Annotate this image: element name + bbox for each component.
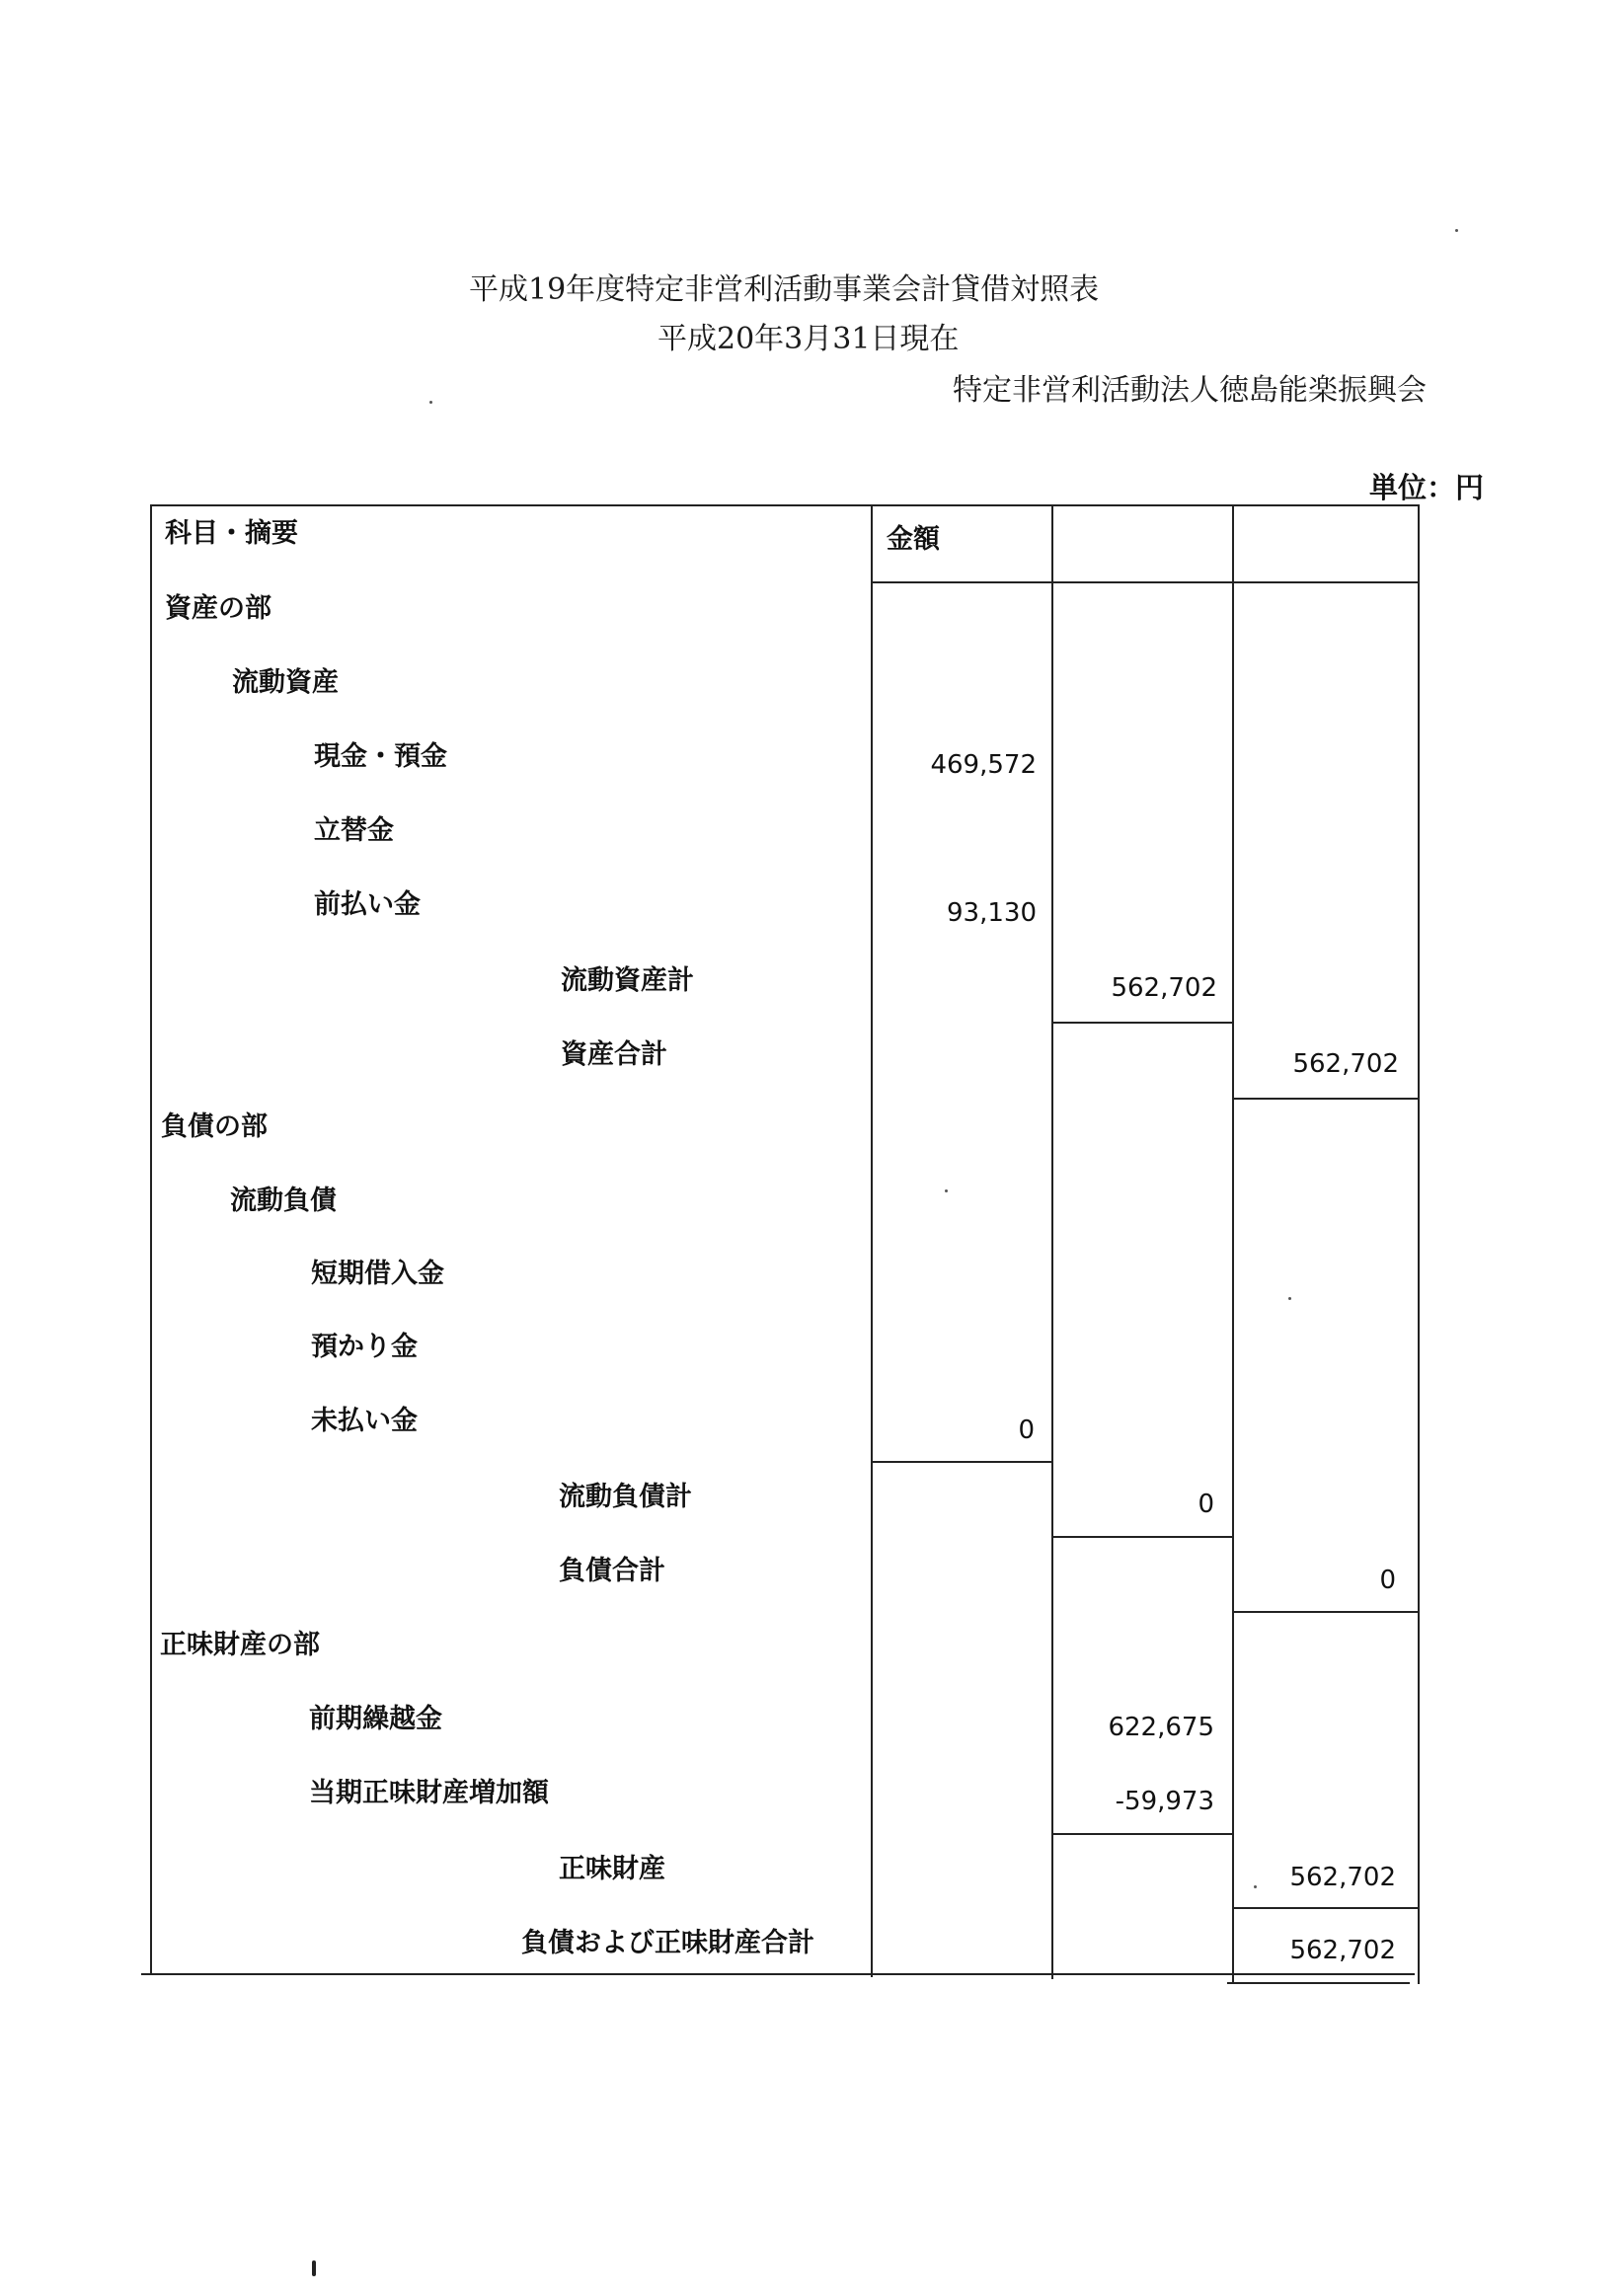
header-bottom-border <box>871 581 1420 583</box>
subtotal-rule <box>1051 1022 1234 1024</box>
row-label: 当期正味財産増加額 <box>309 1778 549 1808</box>
row-amount-c3: 562,702 <box>1289 1863 1396 1892</box>
header-amount: 金額 <box>887 524 940 555</box>
row-label: 正味財産 <box>559 1854 665 1884</box>
row-label: 負債および正味財産合計 <box>521 1928 814 1958</box>
row-amount-c1: 469,572 <box>930 750 1037 780</box>
unit-label: 単位：円 <box>1369 471 1485 504</box>
row-amount-c3: 562,702 <box>1289 1936 1396 1965</box>
row-label: 流動負債計 <box>559 1482 692 1512</box>
row-label: 立替金 <box>314 815 394 846</box>
row-label: 前期繰越金 <box>309 1704 442 1734</box>
subtotal-rule <box>1051 1833 1234 1835</box>
scan-speck <box>429 401 432 404</box>
column-divider <box>1232 504 1234 1984</box>
row-label: 流動資産計 <box>561 965 694 996</box>
document-date: 平成20年3月31日現在 <box>657 322 960 356</box>
subtotal-rule <box>1232 1611 1420 1613</box>
row-amount-c3: 0 <box>1379 1566 1396 1595</box>
column-divider <box>871 504 873 1977</box>
column-divider <box>1418 504 1420 1984</box>
subtotal-rule <box>1232 1907 1420 1909</box>
row-label: 流動負債 <box>230 1186 337 1216</box>
subtotal-rule <box>1051 1536 1234 1538</box>
scan-speck <box>1455 229 1458 232</box>
row-label: 短期借入金 <box>311 1259 444 1289</box>
row-amount-c2: 0 <box>1198 1490 1214 1519</box>
scan-mark <box>312 2260 316 2276</box>
row-label: 資産の部 <box>165 593 271 624</box>
column-divider <box>1051 504 1053 1979</box>
row-label: 流動資産 <box>232 667 339 698</box>
row-label: 前払い金 <box>314 889 421 920</box>
organization-name: 特定非営利活動法人徳島能楽振興会 <box>953 373 1427 408</box>
document-title: 平成19年度特定非営利活動事業会計貸借対照表 <box>469 272 1100 307</box>
total-double-border <box>1227 1982 1410 1984</box>
table-top-border <box>150 504 1420 506</box>
subtotal-rule <box>1232 1098 1420 1100</box>
row-amount-c1: 0 <box>1018 1416 1035 1445</box>
row-amount-c2: -59,973 <box>1115 1787 1214 1816</box>
row-amount-c3: 562,702 <box>1292 1049 1399 1079</box>
scan-speck <box>945 1189 948 1192</box>
row-amount-c2: 622,675 <box>1108 1713 1214 1742</box>
subtotal-rule <box>871 1461 1053 1463</box>
row-label: 負債合計 <box>559 1556 665 1586</box>
row-amount-c1: 93,130 <box>947 898 1037 928</box>
table-left-border <box>150 504 152 1973</box>
table-bottom-border <box>141 1973 1415 1975</box>
scan-speck <box>1288 1297 1291 1300</box>
row-label: 預かり金 <box>311 1332 418 1362</box>
header-item: 科目・摘要 <box>165 518 298 549</box>
scan-speck <box>1254 1885 1257 1888</box>
row-label: 負債の部 <box>161 1111 268 1142</box>
row-label: 資産合計 <box>561 1039 667 1070</box>
row-label: 現金・預金 <box>314 741 447 772</box>
row-amount-c2: 562,702 <box>1111 973 1217 1003</box>
row-label: 正味財産の部 <box>160 1630 320 1660</box>
row-label: 未払い金 <box>311 1406 418 1436</box>
